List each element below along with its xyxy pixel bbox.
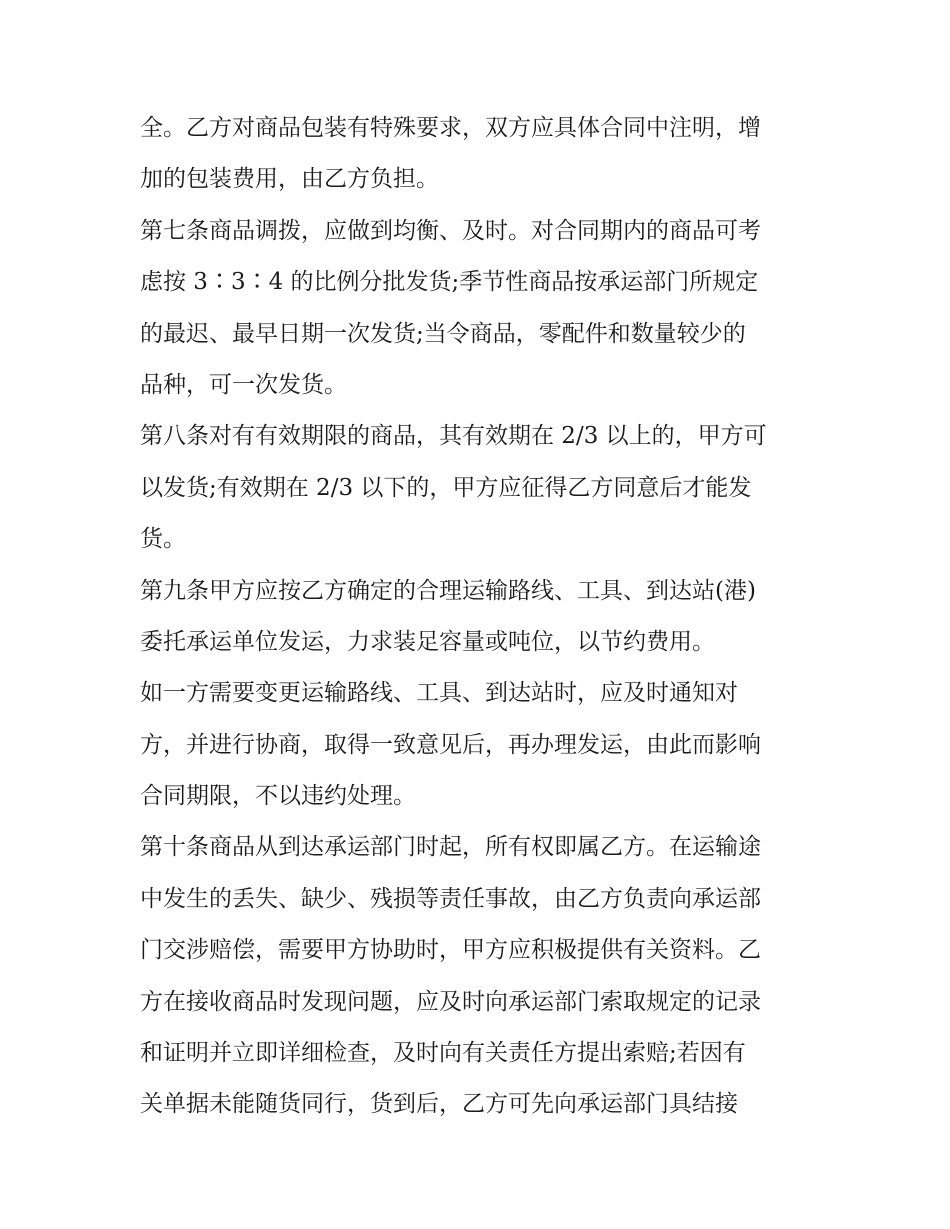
text-line: 方在接收商品时发现问题，应及时向承运部门索取规定的记录 <box>140 988 761 1015</box>
text-line: 虑按 3∶3∶4 的比例分批发货;季节性商品按承运部门所规定 <box>140 269 759 296</box>
text-line: 第八条对有有效期限的商品，其有效期在 2/3 以上的，甲方可 <box>140 423 767 450</box>
text-line: 全。乙方对商品包装有特殊要求，双方应具体合同中注明，增 <box>140 115 761 141</box>
text-line: 货。 <box>140 526 186 553</box>
text-line: 关单据未能随货同行，货到后，乙方可先向承运部门具结接 <box>140 1091 738 1118</box>
text-line: 如一方需要变更运输路线、工具、到达站时，应及时通知对 <box>140 680 738 707</box>
text-line: 方，并进行协商，取得一致意见后，再办理发运，由此而影响 <box>140 731 761 758</box>
text-line: 第十条商品从到达承运部门时起，所有权即属乙方。在运输途 <box>140 834 761 861</box>
text-line: 以发货;有效期在 2/3 以下的，甲方应征得乙方同意后才能发 <box>140 474 752 501</box>
text-line: 品种，可一次发货。 <box>140 371 347 398</box>
text-line: 第九条甲方应按乙方确定的合理运输路线、工具、到达站(港) <box>140 577 756 604</box>
text-line: 的最迟、最早日期一次发货;当令商品，零配件和数量较少的 <box>140 320 746 347</box>
text-line: 第七条商品调拨，应做到均衡、及时。对合同期内的商品可考 <box>140 217 761 244</box>
text-line: 委托承运单位发运，力求装足容量或吨位，以节约费用。 <box>140 628 715 655</box>
text-line: 和证明并立即详细检查，及时向有关责任方提出索赔;若因有 <box>140 1040 746 1067</box>
text-line: 加的包装费用，由乙方负担。 <box>140 166 439 193</box>
text-line: 中发生的丢失、缺少、残损等责任事故，由乙方负责向承运部 <box>140 885 761 912</box>
text-line: 门交涉赔偿，需要甲方协助时，甲方应积极提供有关资料。乙 <box>140 937 761 964</box>
text-line: 合同期限，不以违约处理。 <box>140 783 416 810</box>
contract-body-text <box>140 103 815 1131</box>
